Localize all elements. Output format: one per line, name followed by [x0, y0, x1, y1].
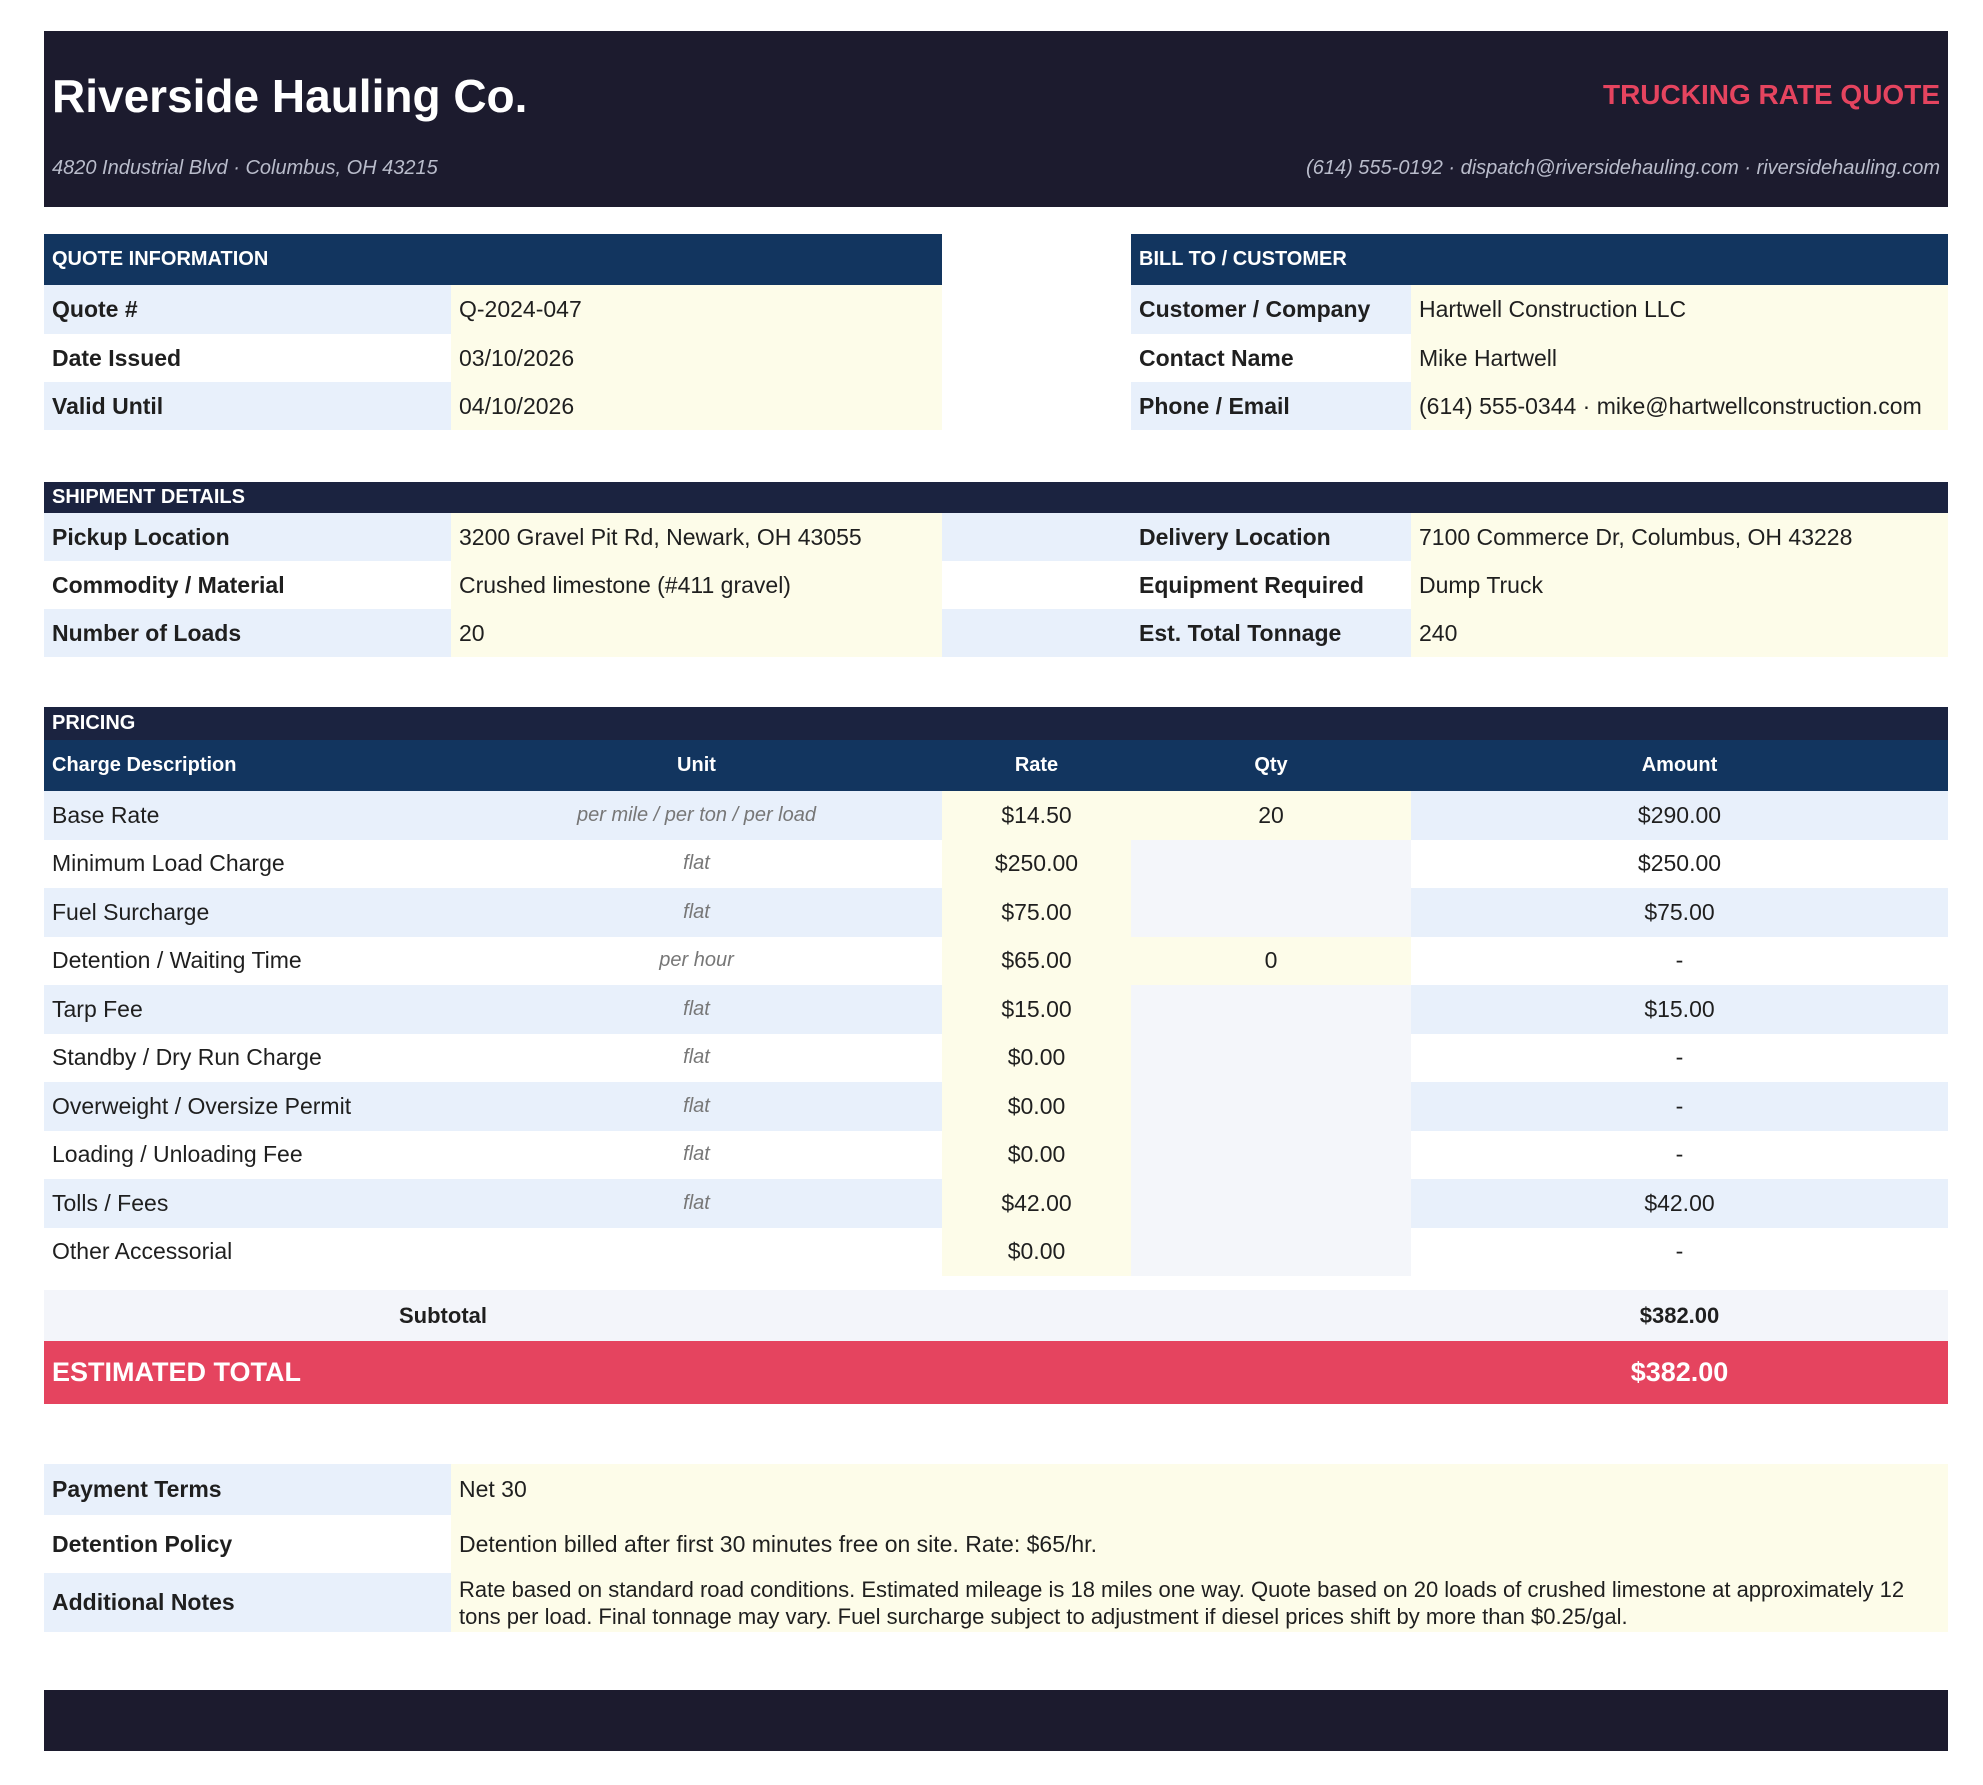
- spacer: [842, 1290, 1411, 1341]
- field-label: Detention Policy: [44, 1515, 451, 1573]
- charge-unit: flat: [683, 852, 710, 875]
- rate-value[interactable]: $65.00: [942, 937, 1131, 986]
- rate-value[interactable]: $15.00: [942, 985, 1131, 1034]
- charge-description: Other Accessorial: [52, 1238, 233, 1265]
- column-header-unit: Unit: [677, 754, 716, 776]
- amount-value: $75.00: [1411, 888, 1948, 937]
- total-row: [44, 1341, 1948, 1404]
- pricing-row: [44, 1082, 1948, 1131]
- qty-value[interactable]: [1131, 1082, 1411, 1131]
- pricing-row: [44, 791, 1948, 840]
- qty-value[interactable]: [1131, 840, 1411, 889]
- qty-value[interactable]: [1131, 1131, 1411, 1180]
- company-address: 4820 Industrial Blvd · Columbus, OH 43215: [52, 157, 438, 179]
- info-row: [1131, 382, 1948, 430]
- pricing-row: [44, 985, 1948, 1034]
- total-label: ESTIMATED TOTAL: [52, 1357, 301, 1387]
- qty-value[interactable]: [1131, 1034, 1411, 1083]
- info-row: [1131, 334, 1948, 382]
- pricing-row: [44, 1179, 1948, 1228]
- subtotal-row: [44, 1290, 1948, 1341]
- info-row: [44, 382, 942, 430]
- subtotal-label: Subtotal: [399, 1302, 487, 1328]
- charge-unit: flat: [451, 1179, 942, 1228]
- total-value: $382.00: [1630, 1357, 1729, 1387]
- detention-policy-value[interactable]: Detention billed after first 30 minutes free on site. Rate: $65/hr.: [451, 1515, 1948, 1573]
- charge-unit: flat: [683, 1046, 710, 1069]
- commodity-value[interactable]: Crushed limestone (#411 gravel): [451, 561, 942, 609]
- rate-value[interactable]: $14.50: [942, 791, 1131, 840]
- column-header-rate: Rate: [1014, 754, 1059, 776]
- amount-value: -: [1675, 1141, 1684, 1168]
- qty-value[interactable]: [1131, 888, 1411, 937]
- column-header-description: Charge Description: [52, 754, 237, 776]
- field-label: Contact Name: [1131, 334, 1411, 382]
- amount-value: -: [1675, 1238, 1684, 1265]
- charge-unit: per mile / per ton / per load: [451, 791, 942, 840]
- field-label: Number of Loads: [44, 609, 451, 657]
- section-title: BILL TO / CUSTOMER: [1131, 234, 1948, 285]
- quote-number-value[interactable]: Q-2024-047: [451, 285, 942, 334]
- spacer: [942, 561, 1131, 609]
- spacer: [942, 609, 1131, 657]
- charge-description: Loading / Unloading Fee: [52, 1141, 303, 1168]
- pricing-row: [44, 1228, 1948, 1277]
- amount-value: -: [1675, 1044, 1684, 1071]
- field-label: Valid Until: [44, 382, 451, 430]
- field-label: Delivery Location: [1131, 513, 1411, 561]
- pricing-row: [44, 888, 1948, 937]
- customer-company-value[interactable]: Hartwell Construction LLC: [1411, 285, 1948, 334]
- pricing-row: [44, 840, 1948, 889]
- pricing-row: [44, 1034, 1948, 1083]
- field-label: Commodity / Material: [44, 561, 451, 609]
- document-title: TRUCKING RATE QUOTE: [1602, 79, 1940, 110]
- payment-terms-value[interactable]: Net 30: [451, 1464, 1948, 1515]
- pricing-section: [44, 707, 1948, 1404]
- terms-row: [44, 1515, 1948, 1573]
- charge-unit: flat: [451, 888, 942, 937]
- charge-description: Detention / Waiting Time: [52, 947, 302, 974]
- amount-value: $42.00: [1411, 1179, 1948, 1228]
- field-label: Equipment Required: [1131, 561, 1411, 609]
- qty-value[interactable]: [1131, 1179, 1411, 1228]
- pricing-header-row: [44, 740, 1948, 791]
- terms-section: [44, 1464, 1948, 1632]
- amount-value: $15.00: [1411, 985, 1948, 1034]
- charge-description: Overweight / Oversize Permit: [44, 1082, 451, 1131]
- field-label: Additional Notes: [44, 1573, 451, 1632]
- company-header: [44, 31, 1948, 207]
- pricing-row: [44, 1131, 1948, 1180]
- charge-unit: flat: [451, 985, 942, 1034]
- rate-value[interactable]: $0.00: [942, 1034, 1131, 1083]
- section-title: QUOTE INFORMATION: [44, 234, 942, 285]
- terms-row: [44, 1464, 1948, 1515]
- charge-description: Standby / Dry Run Charge: [52, 1044, 322, 1071]
- charge-description: Tolls / Fees: [44, 1179, 451, 1228]
- subtotal-value: $382.00: [1639, 1302, 1720, 1328]
- amount-value: $290.00: [1411, 791, 1948, 840]
- column-header-qty: Qty: [1254, 754, 1288, 776]
- shipment-row: [44, 561, 1948, 609]
- field-label: Date Issued: [44, 334, 451, 382]
- date-issued-value[interactable]: 03/10/2026: [451, 334, 942, 382]
- quote-info-section: [44, 234, 942, 430]
- charge-description: Base Rate: [44, 791, 451, 840]
- amount-value: -: [1411, 1082, 1948, 1131]
- charge-unit: flat: [683, 1143, 710, 1166]
- rate-value[interactable]: $0.00: [942, 1082, 1131, 1131]
- rate-value[interactable]: $0.00: [942, 1228, 1131, 1277]
- qty-value[interactable]: 0: [1131, 937, 1411, 986]
- qty-value[interactable]: [1131, 1228, 1411, 1277]
- pickup-location-value[interactable]: 3200 Gravel Pit Rd, Newark, OH 43055: [451, 513, 942, 561]
- info-row: [1131, 285, 1948, 334]
- equipment-value[interactable]: Dump Truck: [1411, 561, 1948, 609]
- info-row: [44, 285, 942, 334]
- number-of-loads-value[interactable]: 20: [451, 609, 942, 657]
- field-label: Phone / Email: [1131, 382, 1411, 430]
- section-title: PRICING: [44, 707, 1948, 740]
- contact-name-value[interactable]: Mike Hartwell: [1411, 334, 1948, 382]
- company-name: Riverside Hauling Co.: [52, 70, 528, 122]
- pricing-rows: [44, 791, 1948, 1276]
- charge-unit: flat: [451, 1082, 942, 1131]
- column-header-amount: Amount: [1641, 754, 1718, 776]
- amount-value: -: [1675, 947, 1684, 974]
- amount-value: $250.00: [1637, 850, 1722, 877]
- section-title: SHIPMENT DETAILS: [44, 482, 1948, 513]
- phone-email-value[interactable]: (614) 555-0344 · mike@hartwellconstruction.com: [1411, 382, 1948, 430]
- info-row: [44, 334, 942, 382]
- charge-description: Fuel Surcharge: [44, 888, 451, 937]
- rate-value[interactable]: $75.00: [942, 888, 1131, 937]
- charge-description: Minimum Load Charge: [52, 850, 285, 877]
- terms-row: [44, 1573, 1948, 1632]
- shipment-row: [44, 513, 1948, 561]
- bill-to-section: [1131, 234, 1948, 430]
- field-label: Est. Total Tonnage: [1131, 609, 1411, 657]
- footer-bar: [44, 1690, 1948, 1751]
- delivery-location-value[interactable]: 7100 Commerce Dr, Columbus, OH 43228: [1411, 513, 1948, 561]
- qty-value[interactable]: 20: [1131, 791, 1411, 840]
- field-label: Pickup Location: [44, 513, 451, 561]
- field-label: Quote #: [44, 285, 451, 334]
- rate-value[interactable]: $250.00: [942, 840, 1131, 889]
- qty-value[interactable]: [1131, 985, 1411, 1034]
- rate-value[interactable]: $42.00: [942, 1179, 1131, 1228]
- shipment-section: [44, 482, 1948, 657]
- rate-value[interactable]: $0.00: [942, 1131, 1131, 1180]
- additional-notes-value[interactable]: Rate based on standard road conditions. Estimated mileage is 18 miles one way. Quote based on 20 loads of crushed limestone at approximately 12 tons per load. Final tonnage may vary. Fuel surcharge subject to adjustment if diesel prices shift by more than $0.25/gal.: [451, 1573, 1948, 1632]
- shipment-row: [44, 609, 1948, 657]
- charge-unit: per hour: [659, 949, 734, 972]
- total-tonnage-value[interactable]: 240: [1411, 609, 1948, 657]
- field-label: Customer / Company: [1131, 285, 1411, 334]
- valid-until-value[interactable]: 04/10/2026: [451, 382, 942, 430]
- field-label: Payment Terms: [44, 1464, 451, 1515]
- company-contact: (614) 555-0192 · dispatch@riversidehauling.com · riversidehauling.com: [1306, 157, 1940, 179]
- pricing-row: [44, 937, 1948, 986]
- spacer: [942, 513, 1131, 561]
- charge-unit: [451, 1228, 942, 1277]
- charge-description: Tarp Fee: [44, 985, 451, 1034]
